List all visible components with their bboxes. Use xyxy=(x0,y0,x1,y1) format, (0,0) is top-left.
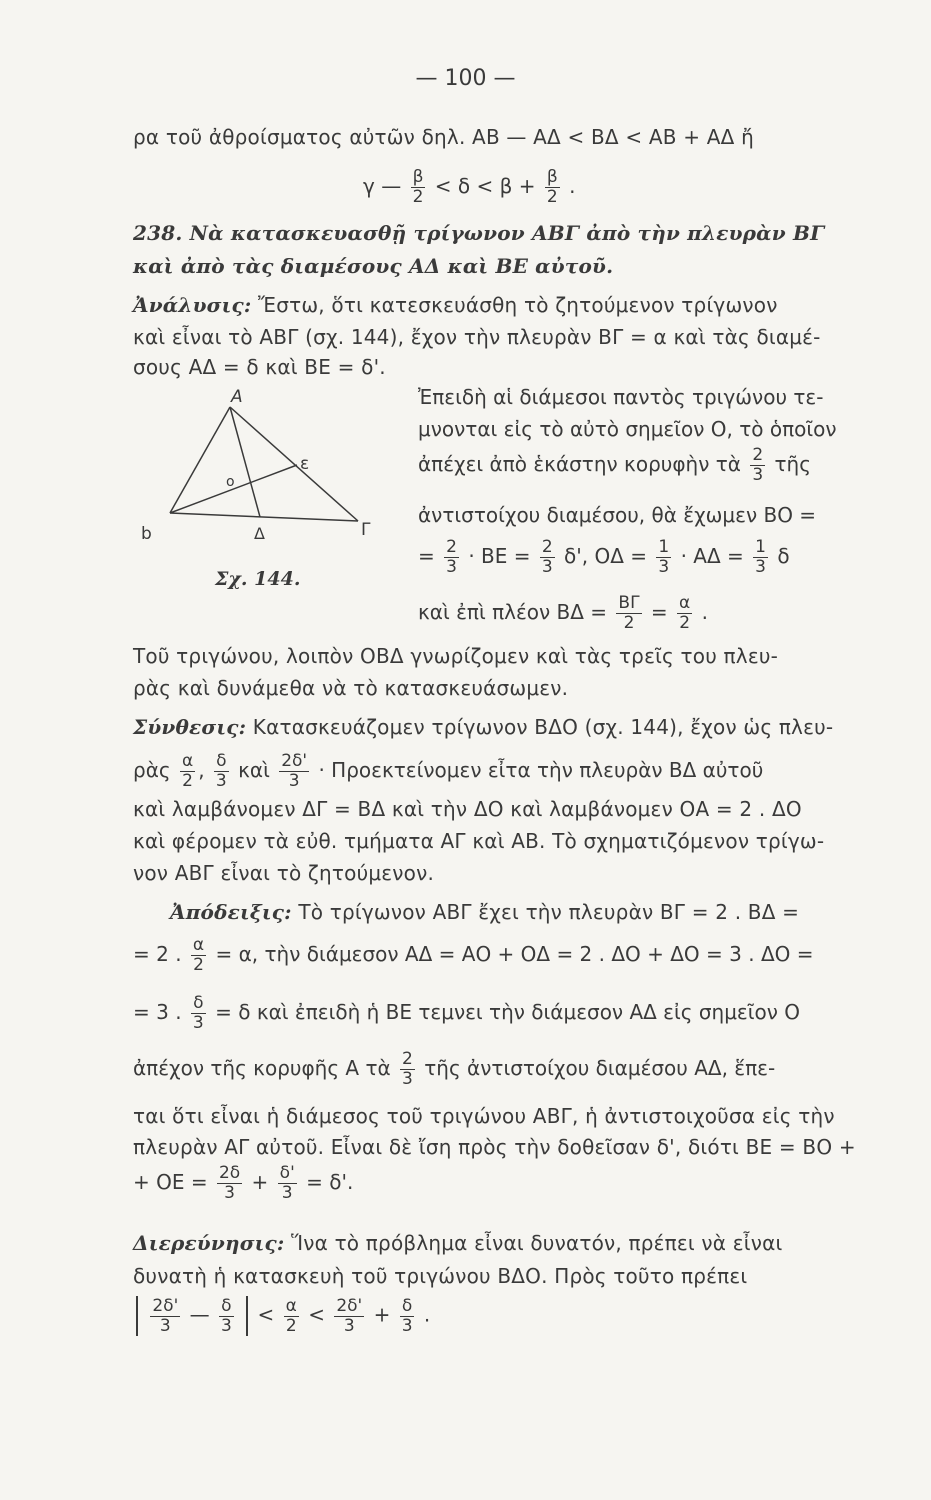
fraction: $\frac{2}{3}$ xyxy=(752,445,764,485)
problem-statement-line-1: 238. Νὰ κατασκευασθῇ τρίγωνον ΑΒΓ ἀπὸ τὴν πλευρὰν ΒΓ xyxy=(133,221,825,245)
proof-line-5: ται ὅτι εἶναι ἡ διάμεσος τοῦ τριγώνου ΑΒΓ, ἡ ἀντιστοιχοῦσα εἰς τὴν xyxy=(133,1104,835,1128)
label-g: Γ xyxy=(361,520,371,540)
synthesis-line-2: ρὰς $\frac{\alpha}{2}$ , $\frac{\delta}{3}$ καὶ $\frac{2\delta'}{3}$ · Προεκτείνομεν εἶτα τὴν πλευρὰν ΒΔ αὐτοῦ xyxy=(133,751,764,791)
proof-line-6: πλευρὰν ΑΓ αὐτοῦ. Εἶναι δὲ ἴση πρὸς τὴν δοθεῖσαν δ', διότι ΒΕ = ΒΟ + xyxy=(133,1135,856,1159)
synthesis-label: Σύνθεσις: xyxy=(133,715,247,739)
label-o: o xyxy=(226,474,235,490)
inequality-line xyxy=(363,168,575,207)
side-line-3: ἀπέχει ἀπὸ ἑκάστην κορυφὴν τὰ $\frac{2}{3}$ τῆς xyxy=(418,445,811,485)
discussion-line-2: δυνατὴ ἡ κατασκευὴ τοῦ τριγώνου ΒΔΟ. Πρὸς τοῦτο πρέπει xyxy=(133,1264,748,1288)
synthesis-line-5: νον ΑΒΓ εἶναι τὸ ζητούμενον. xyxy=(133,861,435,885)
label-a: A xyxy=(231,387,243,407)
side-ag xyxy=(230,407,358,521)
discussion-inequality: $\frac{2\delta'}{3}$ — $\frac{\delta}{3}$ < $\frac{\alpha}{2}$ < $\frac{2\delta'}{3}$ + $\frac{\delta}{3}$ . xyxy=(133,1296,430,1336)
ineq-part-c: . xyxy=(569,174,576,198)
side-line-4: ἀντιστοίχου διαμέσου, θὰ ἔχωμεν ΒΟ = xyxy=(418,503,817,527)
ineq-part-b: < δ < β + xyxy=(434,174,536,198)
analysis-line-3: σους ΑΔ = δ καὶ ΒΕ = δ'. xyxy=(133,355,386,379)
analysis-text: Ἔστω, ὅτι κατεσκευάσθη τὸ ζητούμενον τρίγωνον xyxy=(258,293,778,317)
proof-line-7: + ΟΕ = $\frac{2\delta}{3}$ + $\frac{\delta'}{3}$ = δ'. xyxy=(133,1163,354,1203)
side-ab xyxy=(170,407,230,513)
side-bg xyxy=(170,513,358,521)
synthesis-line-3: καὶ λαμβάνομεν ΔΓ = ΒΔ καὶ τὴν ΔΟ καὶ λαμβάνομεν ΟΑ = 2 . ΔΟ xyxy=(133,797,802,821)
abs-bar-left xyxy=(136,1296,138,1336)
discussion-line-1: Διερεύνησις: Ἵνα τὸ πρόβλημα εἶναι δυνατόν, πρέπει νὰ εἶναι xyxy=(133,1231,783,1255)
synthesis-line-4: καὶ φέρομεν τὰ εὐθ. τμήματα ΑΓ καὶ ΑΒ. Τὸ σχηματιζόμενον τρίγω- xyxy=(133,829,825,853)
abs-bar-right xyxy=(246,1296,248,1336)
synthesis-line-1: Σύνθεσις: Κατασκευάζομεν τρίγωνον ΒΔΟ (σχ. 144), ἔχον ὡς πλευ- xyxy=(133,715,834,739)
side-line-6: καὶ ἐπὶ πλέον ΒΔ = $\frac{B\Gamma}{2}$ = $\frac{\alpha}{2}$ . xyxy=(418,593,708,633)
proof-line-2: = 2 . $\frac{\alpha}{2}$ = α, τὴν διάμεσον ΑΔ = ΑΟ + ΟΔ = 2 . ΔΟ + ΔΟ = 3 . ΔΟ = xyxy=(133,935,814,975)
median-ad xyxy=(230,407,260,517)
paragraph-1-line-2: ρὰς καὶ δυνάμεθα νὰ τὸ κατασκευάσωμεν. xyxy=(133,676,569,700)
proof-line-3: = 3 . $\frac{\delta}{3}$ = δ καὶ ἐπειδὴ ἡ ΒΕ τεμνει τὴν διάμεσον ΑΔ εἰς σημεῖον Ο xyxy=(133,993,801,1033)
figure-caption: Σχ. 144. xyxy=(215,568,301,590)
proof-line-4: ἀπέχον τῆς κορυφῆς Α τὰ $\frac{2}{3}$ τῆς ἀντιστοίχου διαμέσου ΑΔ, ἕπε- xyxy=(133,1049,776,1089)
triangle-figure xyxy=(135,385,395,585)
side-line-1: Ἐπειδὴ αἱ διάμεσοι παντὸς τριγώνου τε- xyxy=(418,385,824,409)
proof-line-1: Ἀπόδειξις: Τὸ τρίγωνον ΑΒΓ ἔχει τὴν πλευρὰν ΒΓ = 2 . ΒΔ = xyxy=(170,900,800,924)
side-line-5: = $\frac{2}{3}$ · ΒΕ = $\frac{2}{3}$ δ', ΟΔ = $\frac{1}{3}$ · ΑΔ = $\frac{1}{3}$ δ xyxy=(418,537,790,577)
problem-statement-line-2: καὶ ἀπὸ τὰς διαμέσους ΑΔ καὶ ΒΕ αὐτοῦ. xyxy=(133,254,614,278)
side-line-2: μνονται εἰς τὸ αὐτὸ σημεῖον Ο, τὸ ὁποῖον xyxy=(418,417,837,441)
label-b: b xyxy=(141,524,152,544)
page-number: — 100 — xyxy=(415,66,516,91)
fraction: $\frac{\beta}{2}$ xyxy=(412,167,424,207)
label-d: Δ xyxy=(254,524,265,543)
analysis-line-2: καὶ εἶναι τὸ ΑΒΓ (σχ. 144), ἔχον τὴν πλευρὰν ΒΓ = α καὶ τὰς διαμέ- xyxy=(133,325,821,349)
label-e: ε xyxy=(300,454,310,474)
analysis-line-1 xyxy=(133,292,903,318)
text-line-1: ρα τοῦ ἀθροίσματος αὐτῶν δηλ. ΑΒ — ΑΔ < ΒΔ < ΑΒ + ΑΔ ἤ xyxy=(133,125,754,149)
discussion-label: Διερεύνησις: xyxy=(133,1231,285,1255)
proof-label: Ἀπόδειξις: xyxy=(170,900,292,924)
paragraph-1-line-1: Τοῦ τριγώνου, λοιπὸν ΟΒΔ γνωρίζομεν καὶ τὰς τρεῖς του πλευ- xyxy=(133,644,779,668)
ineq-part-a: γ — xyxy=(363,174,402,198)
fraction: $\frac{\beta}{2}$ xyxy=(546,167,558,207)
analysis-label: Ἀνάλυσις: xyxy=(133,293,252,317)
